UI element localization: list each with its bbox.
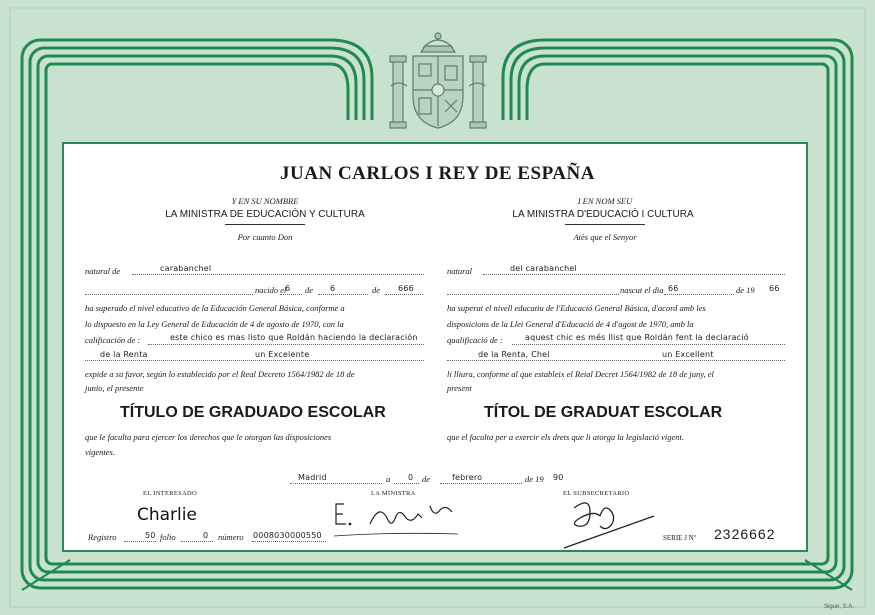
right-subtitle-3: Atès que el Senyor	[573, 232, 637, 242]
issue-city-line	[290, 483, 382, 484]
right-subtitle-2: LA MINISTRA D'EDUCACIÓ I CULTURA	[512, 209, 694, 220]
left-calif-line-2	[85, 360, 424, 361]
left-nacido-line-a	[85, 294, 253, 295]
right-calif-value-3: un Excellent	[662, 350, 714, 359]
registro-label: Registro	[88, 532, 117, 542]
right-subtitle-1: I EN NOM SEU	[577, 196, 633, 206]
issue-day: 0	[408, 473, 414, 482]
right-rights-1: que el faculta per a exercir els drets que li atorga la legislació vigent.	[447, 432, 685, 442]
right-natural-line	[483, 274, 785, 275]
left-calif-value-3: un Excelente	[255, 350, 310, 359]
right-para-3: li lliura, conforme al que estableix el Reial Decret 1564/1982 de 18 de juny, el	[447, 369, 714, 379]
left-natural-label: natural de	[85, 266, 121, 276]
left-calif-line-1	[148, 344, 424, 345]
right-year-prefix: de 19	[736, 285, 755, 295]
registro-value: 50	[145, 531, 156, 540]
issue-month-line	[440, 483, 522, 484]
right-day-value: 66	[668, 284, 679, 293]
left-year-line	[385, 294, 423, 295]
numero-line	[252, 541, 326, 542]
left-calif-value-2: de la Renta	[100, 350, 148, 359]
issue-de-2: de 19	[525, 474, 544, 484]
interesado-label: EL INTERESADO	[143, 490, 198, 497]
issue-month: febrero	[452, 473, 483, 482]
right-natural-label: natural	[447, 266, 473, 276]
subsecretario-signature	[560, 492, 660, 552]
left-month-value: 6	[330, 284, 336, 293]
left-para-1: ha superado el nivel educativo de la Educación General Básica, conforme a	[85, 303, 345, 313]
right-subtitle-divider	[565, 224, 645, 225]
serie-value: 2326662	[714, 526, 776, 542]
left-calif-label: calificación de :	[85, 335, 141, 345]
ministra-signature	[330, 498, 460, 538]
issue-a: a	[386, 474, 391, 484]
right-year-value: 66	[769, 284, 780, 293]
document-title: JUAN CARLOS I REY DE ESPAÑA	[280, 163, 595, 184]
right-day-line	[664, 294, 734, 295]
right-nascut-label: nascut el dia	[620, 285, 664, 295]
left-de-1: de	[305, 285, 314, 295]
left-subtitle-3: Por cuanto Don	[237, 232, 293, 242]
left-day-value: 6	[285, 284, 291, 293]
left-year-value: 666	[398, 284, 414, 293]
right-calif-value-2: de la Renta, Chel	[478, 350, 550, 359]
registro-line	[124, 541, 156, 542]
folio-value: 0	[203, 531, 209, 540]
left-subtitle-1: Y EN SU NOMBRE	[231, 196, 299, 206]
right-natural-value: del carabanchel	[510, 264, 577, 273]
left-diploma-title: TÍTULO DE GRADUADO ESCOLAR	[120, 404, 386, 421]
left-natural-value: carabanchel	[160, 264, 212, 273]
subsecretario-label: EL SUBSECRETARIO	[563, 490, 630, 497]
left-rights-2: vigentes.	[85, 447, 115, 457]
coat-of-arms-icon	[383, 26, 493, 136]
left-para-2: lo dispuesto en la Ley General de Educación de 4 de agosto de 1970, con la	[85, 319, 344, 329]
right-nascut-line-a	[447, 294, 619, 295]
issue-de-1: de	[422, 474, 431, 484]
issue-city: Madrid	[298, 473, 327, 482]
left-de-2: de	[372, 285, 381, 295]
left-para-4: junio, el presente	[85, 383, 144, 393]
left-calif-value-1: este chico es mas listo que Roldán haciendo la declaración	[170, 333, 418, 342]
interesado-signature: Charlie	[137, 505, 197, 525]
numero-label: número	[218, 532, 244, 542]
serie-label: SERIE J Nº	[663, 534, 696, 542]
right-calif-line-1	[512, 344, 785, 345]
right-para-4: present	[447, 383, 472, 393]
issue-day-line	[394, 483, 419, 484]
numero-value: 0008030000550	[253, 531, 322, 540]
left-para-3: expide a su favor, según lo establecido por el Real Decreto 1564/1982 de 18 de	[85, 369, 355, 379]
right-diploma-title: TÍTOL DE GRADUAT ESCOLAR	[484, 404, 723, 421]
left-month-line	[318, 294, 368, 295]
left-subtitle-2: LA MINISTRA DE EDUCACIÓN Y CULTURA	[165, 209, 365, 220]
right-para-1: ha superat el nivell educatiu de l'Educació General Bàsica, d'acord amb les	[447, 303, 706, 313]
right-calif-line-2	[447, 360, 785, 361]
left-rights-1: que le faculta para ejercer los derechos que le otorgan las disposiciones	[85, 432, 332, 442]
ministra-label: LA MINISTRA	[371, 490, 416, 497]
left-day-line	[280, 294, 302, 295]
right-calif-label: qualificació de :	[447, 335, 503, 345]
folio-label: folio	[160, 532, 176, 542]
left-natural-line	[132, 274, 424, 275]
right-calif-value-1: aquest chic es més llist que Roldán fent la declaració	[525, 333, 749, 342]
left-nacido-label: nacido el	[255, 285, 287, 295]
right-para-2: disposicions de la Llei General d'Educació de 4 d'agost de 1970, amb la	[447, 319, 694, 329]
issue-year: 90	[553, 473, 564, 482]
left-subtitle-divider	[225, 224, 305, 225]
printer-credit: Sigue, S.A.	[824, 604, 855, 610]
folio-line	[181, 541, 213, 542]
